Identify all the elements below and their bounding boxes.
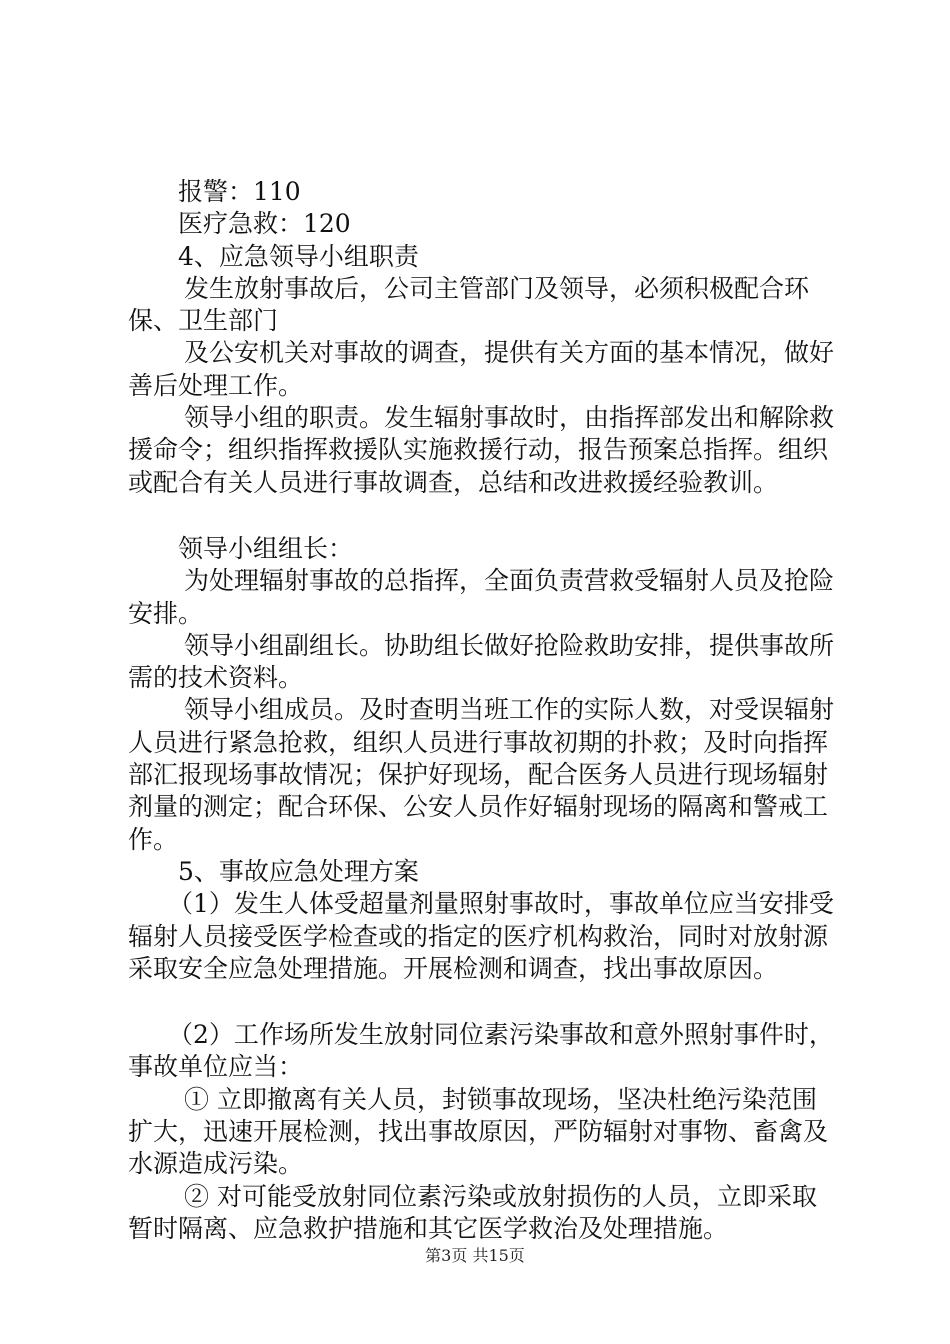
paragraph-gap (128, 499, 840, 533)
section-heading-5: 5、事故应急处理方案 (178, 856, 419, 886)
page-number-footer: 第3页 共15页 (425, 1246, 525, 1265)
document-body (128, 176, 840, 1245)
police-phone-line: 报警：110 (178, 177, 301, 206)
paragraph-item-1: （1）发生人体受超量剂量照射事故时，事故单位应当安排受辐射人员接受医学检查或的指定的医疗机构救治，同时对放射源采取安全应急处理措施。开展检测和调查，找出事故原因。 (128, 889, 834, 983)
paragraph-group-duties: 领导小组的职责。发生辐射事故时，由指挥部发出和解除救援命令；组织指挥救援队实施救援行动，报告预案总指挥。组织或配合有关人员进行事故调查，总结和改进救援经验教训。 (128, 403, 835, 497)
paragraph-group-leader: 为处理辐射事故的总指挥，全面负责营救受辐射人员及抢险安排。 (128, 566, 835, 628)
paragraph-police-investigation: 及公安机关对事故的调查，提供有关方面的基本情况，做好善后处理工作。 (128, 338, 835, 400)
paragraph-group-members: 领导小组成员。及时查明当班工作的实际人数，对受误辐射人员进行紧急抢救，组织人员进行事故初期的扑救；及时向指挥部汇报现场事故情况；保护好现场，配合医务人员进行现场辐射剂量的测定；配合环保、公安人员作好辐射现场的隔离和警戒工作。 (128, 695, 835, 854)
paragraph-subitem-1: ① 立即撤离有关人员，封锁事故现场，坚决杜绝污染范围扩大，迅速开展检测，找出事故原因，严防辐射对事物、畜禽及水源造成污染。 (128, 1084, 829, 1179)
paragraph-subitem-2: ② 对可能受放射同位素污染或放射损伤的人员，立即采取暂时隔离、应急救护措施和其它医学救治及处理措施。 (128, 1181, 817, 1243)
section-heading-4: 4、应急领导小组职责 (178, 241, 419, 271)
paragraph-deputy-leader: 领导小组副组长。协助组长做好抢险救助安排，提供事故所需的技术资料。 (128, 630, 835, 693)
paragraph-group-leader-heading: 领导小组组长： (178, 533, 354, 563)
paragraph-item-2: （2）工作场所发生放射同位素污染事故和意外照射事件时，事故单位应当： (128, 1020, 834, 1082)
paragraph-gap (128, 985, 840, 1019)
emergency-phone-line: 医疗急救：120 (178, 209, 351, 239)
paragraph-accident-cooperation: 发生放射事故后，公司主管部门及领导，必须积极配合环保、卫生部门 (128, 273, 810, 336)
